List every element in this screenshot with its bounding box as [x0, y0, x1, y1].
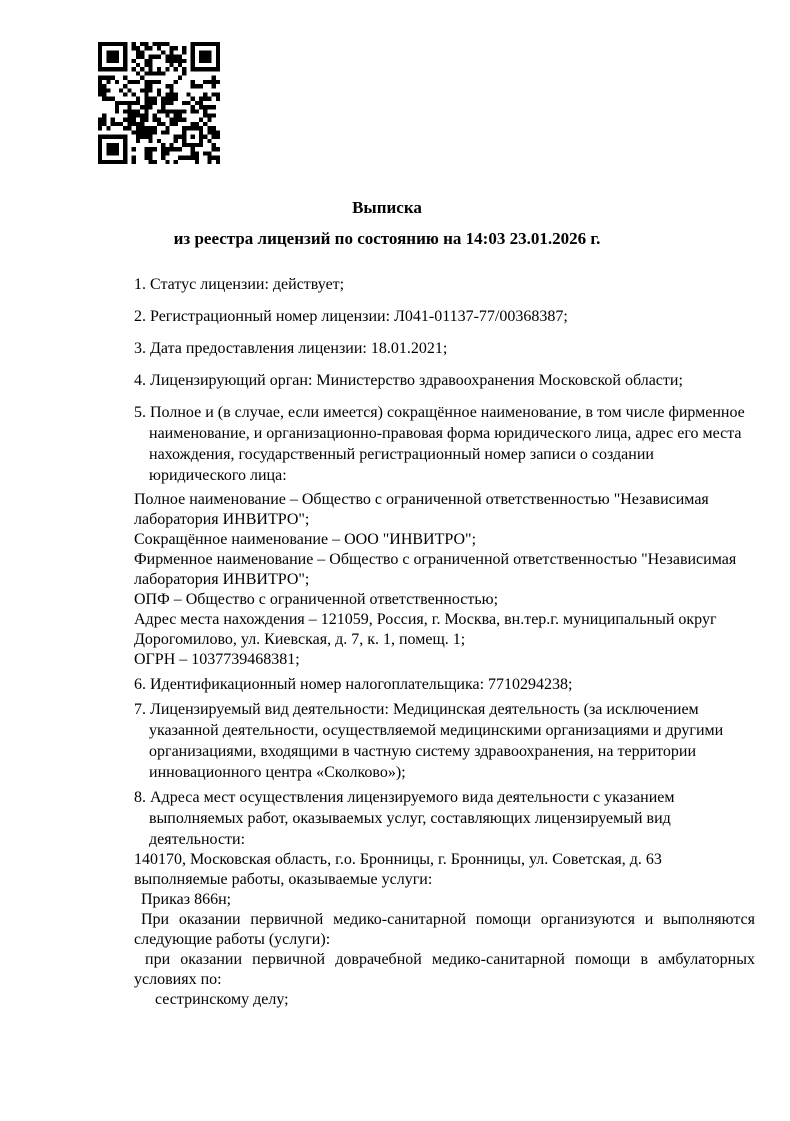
- text-line: 5. Полное и (в случае, если имеется) сокращённое наименование, в том числе фирменное: [134, 404, 745, 421]
- text-line: выполняемые работы, оказываемые услуги:: [134, 871, 433, 888]
- text-line: 3. Дата предоставления лицензии: 18.01.2021;: [134, 340, 448, 357]
- text-line: ОПФ – Общество с ограниченной ответственностью;: [134, 591, 499, 608]
- text-line: ОГРН – 1037739468381;: [134, 651, 300, 668]
- document-header: [134, 197, 640, 250]
- text-line: нахождения, государственный регистрационный номер записи о создании: [149, 446, 654, 463]
- block-address-and-works: [134, 850, 760, 1010]
- text-line: деятельности:: [149, 831, 246, 848]
- text-line: при оказании первичной доврачебной медико-санитарной помощи в амбулаторных: [145, 951, 755, 968]
- document-body: [134, 274, 760, 1010]
- text-line: 7. Лицензируемый вид деятельности: Медицинская деятельность (за исключением: [134, 701, 699, 718]
- text-line: 1. Статус лицензии: действует;: [134, 276, 345, 293]
- text-line: При оказании первичной медико-санитарной помощи организуются и выполняются: [141, 911, 755, 928]
- text-line: Полное наименование – Общество с ограниченной ответственностью "Независимая: [134, 491, 709, 508]
- paragraph-grant-date: [134, 338, 760, 359]
- text-line: 4. Лицензирующий орган: Министерство здравоохранения Московской области;: [134, 372, 683, 389]
- text-line: 8. Адреса мест осуществления лицензируемого вида деятельности с указанием: [134, 789, 675, 806]
- text-line: организациями, входящими в частную систему здравоохранения, на территории: [149, 743, 697, 760]
- text-line: выполняемых работ, оказываемых услуг, составляющих лицензируемый вид: [149, 810, 671, 827]
- text-line: Приказ 866н;: [141, 891, 232, 908]
- paragraph-license-status: [134, 274, 760, 295]
- paragraph-licensing-authority: [134, 370, 760, 391]
- paragraph-activity-addresses-heading: [134, 787, 760, 850]
- text-line: Адрес места нахождения – 121059, Россия, г. Москва, вн.тер.г. муниципальный округ: [134, 611, 717, 628]
- text-line: наименование, и организационно-правовая форма юридического лица, адрес его места: [149, 425, 742, 442]
- paragraph-organization-heading: [134, 402, 760, 486]
- document-title: Выписка: [352, 198, 422, 217]
- text-line: лаборатория ИНВИТРО";: [134, 571, 310, 588]
- paragraph-taxpayer-number: [134, 674, 760, 695]
- paragraph-licensed-activity: [134, 699, 760, 783]
- qr-code: [98, 41, 220, 165]
- text-line: инновационного центра «Сколково»);: [149, 764, 406, 781]
- text-line: Сокращённое наименование – ООО "ИНВИТРО";: [134, 531, 477, 548]
- text-line: 2. Регистрационный номер лицензии: Л041-01137-77/00368387;: [134, 308, 568, 325]
- text-line: лаборатория ИНВИТРО";: [134, 511, 310, 528]
- document-subtitle: из реестра лицензий по состоянию на 14:03 23.01.2026 г.: [173, 229, 601, 248]
- text-line: Дорогомилово, ул. Киевская, д. 7, к. 1, помещ. 1;: [134, 631, 466, 648]
- block-organization-details: [134, 490, 760, 670]
- text-line: указанной деятельности, осуществляемой медицинскими организациями и другими: [149, 722, 724, 739]
- paragraph-registration-number: [134, 306, 760, 327]
- text-line: 140170, Московская область, г.о. Бронницы, г. Бронницы, ул. Советская, д. 63: [134, 851, 662, 868]
- text-line: 6. Идентификационный номер налогоплательщика: 7710294238;: [134, 676, 573, 693]
- text-line: следующие работы (услуги):: [134, 931, 331, 948]
- text-line: условиях по:: [134, 971, 222, 988]
- text-line: Фирменное наименование – Общество с ограниченной ответственностью "Независимая: [134, 551, 737, 568]
- text-line: сестринскому делу;: [155, 991, 289, 1008]
- text-line: юридического лица:: [149, 467, 287, 484]
